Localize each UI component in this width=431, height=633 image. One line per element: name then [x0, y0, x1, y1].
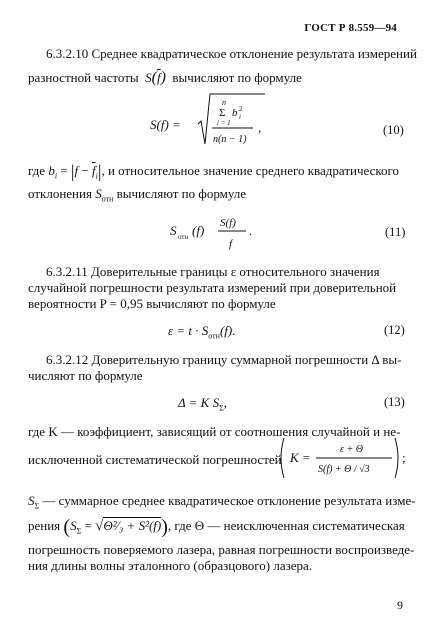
formula-13: [178, 395, 227, 413]
right-paren-icon: ): [161, 516, 168, 538]
page-number: 9: [397, 598, 403, 612]
formula-12-lhs: ε = t · S: [168, 323, 209, 338]
text-fragment: — суммарное среднее квадратическое отклонение результата изме-: [39, 493, 416, 508]
where-S-sigma-line4: ния длины волны эталонного (образцового) лазера.: [28, 558, 313, 573]
sqrt-content: Θ²⁄₃ + S²(f): [103, 518, 162, 533]
where-bi-line1: [28, 163, 399, 185]
var-S: S: [28, 493, 35, 508]
text-fragment: отклонения: [28, 186, 92, 201]
formula-K-num: ε + Θ: [340, 444, 363, 455]
var-S: S: [95, 186, 102, 201]
formula-K-trail: ;: [402, 450, 406, 465]
where-K-line1: где K — коэффициент, зависящий от соотношения случайной и не-: [28, 424, 401, 439]
text-fragment: где: [28, 163, 46, 178]
right-paren-icon: [395, 438, 398, 478]
formula-K: [278, 436, 408, 480]
left-paren-icon: [281, 438, 284, 478]
sub-otn: отн: [101, 194, 114, 204]
sub-otn: отн: [208, 331, 220, 341]
abs-bar: |: [70, 161, 75, 181]
formula-13-body: Δ = K S: [178, 395, 220, 410]
text-fragment: −: [81, 163, 89, 178]
formula-11: [170, 210, 290, 256]
equation-number-12: (12): [384, 323, 405, 337]
formula-K-den: S(f) + Θ / √3: [318, 464, 370, 475]
var-f: f: [74, 163, 79, 178]
formula-11-den: f: [229, 238, 233, 250]
formula-10: [150, 92, 270, 154]
where-S-sigma-line2: [28, 518, 405, 540]
equation-number-13: (13): [384, 395, 405, 409]
where-S-sigma-line1: [28, 493, 416, 515]
inline-formula-S-f: $S(\overline{f})$: [141, 69, 166, 86]
formula-10-sum-top: n: [222, 98, 226, 107]
formula-K-eq: K =: [290, 450, 311, 465]
sub-i: i: [95, 171, 98, 181]
section-6-3-2-10-line1: 6.3.2.10 Среднее квадратическое отклонение результата измерений: [46, 46, 417, 61]
text-fragment: , и относительное значение среднего квадратического: [101, 163, 400, 178]
section-6-3-2-11-line3: вероятности P = 0,95 вычисляют по формуле: [28, 296, 276, 311]
sub-sigma: Σ: [219, 403, 224, 413]
formula-11-S: S: [170, 223, 177, 238]
sub-i: i: [54, 171, 58, 181]
text-fragment: , где Θ — неисключенная систематическая: [167, 518, 405, 533]
abs-bar: |: [97, 161, 102, 181]
formula-10-sub: i: [239, 113, 241, 121]
document-header: ГОСТ Р 8.559—94: [304, 22, 397, 34]
text-fragment: =: [60, 163, 68, 178]
formula-10-exp: 2: [239, 105, 243, 113]
formula-11-sub: отн: [178, 233, 189, 241]
where-bi-line2: [28, 186, 246, 208]
where-K-line2: исключенной систематической погрешностей: [28, 452, 282, 467]
where-S-sigma-line3: погрешность поверяемого лазера, равная погрешности воспроизведе-: [28, 542, 415, 557]
equation-number-11: (11): [385, 225, 406, 239]
section-6-3-2-12-line2: числяют по формуле: [28, 368, 143, 383]
var-b: b: [48, 163, 55, 178]
formula-11-trail: .: [249, 223, 253, 238]
sub-sigma: Σ: [34, 501, 40, 511]
text-fragment: вычисляют по формуле: [116, 186, 247, 201]
formula-10-denominator: n(n − 1): [213, 134, 247, 145]
section-6-3-2-11-line2: случайной погрешности результата измерений при доверительной: [28, 280, 397, 295]
formula-10-sum-bottom: i = 1: [217, 119, 231, 127]
formula-10-sigma: Σ: [219, 107, 226, 119]
formula-10-lhs: S(f) =: [150, 117, 181, 132]
formula-13-trail: ,: [223, 395, 227, 410]
section-6-3-2-12-line1: 6.3.2.12 Доверительную границу суммарной погрешности Δ вы-: [46, 352, 402, 367]
var-f-bar: $\overline{f}$: [91, 163, 96, 178]
text-fragment: вычисляют по формуле: [172, 70, 302, 85]
formula-10-trail: ,: [258, 120, 262, 135]
formula-11-num: S(f): [220, 217, 236, 229]
left-paren-icon: (: [63, 516, 71, 538]
var-S: S: [70, 518, 77, 533]
equation-number-10: (10): [383, 123, 404, 137]
text-fragment: рения: [28, 518, 61, 533]
section-6-3-2-10-line2: [28, 70, 302, 86]
formula-12-rhs: (f).: [219, 323, 236, 338]
sqrt-sign-icon: √: [95, 518, 104, 534]
text-fragment: =: [84, 518, 92, 533]
sub-sigma: Σ: [76, 526, 82, 536]
section-6-3-2-11-line1: 6.3.2.11 Доверительные границы ε относительного значения: [46, 264, 380, 279]
formula-10-b: b: [232, 107, 238, 119]
formula-12: [168, 323, 235, 341]
formula-11-arg: (f): [192, 223, 205, 238]
text-fragment: разностной частоты: [28, 70, 139, 85]
